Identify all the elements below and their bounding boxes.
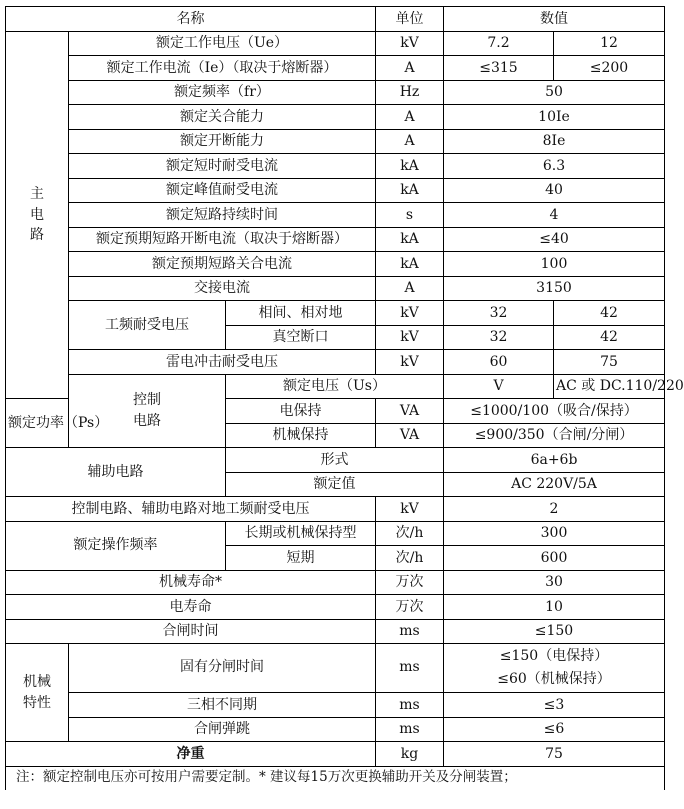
header-value: 数值 xyxy=(444,7,665,32)
param-unit: kA xyxy=(376,154,444,179)
row-peak-current xyxy=(6,178,665,203)
section-mechanical xyxy=(6,644,69,742)
row-rated-voltage xyxy=(6,31,665,56)
param-unit: ms xyxy=(376,693,444,718)
param-unit: VA xyxy=(376,399,444,424)
param-subname: 相间、相对地 xyxy=(226,301,376,326)
row-weight xyxy=(6,742,665,767)
row-opening-time xyxy=(6,644,665,693)
param-value: ≤150 xyxy=(444,619,665,644)
param-value-1: 32 xyxy=(444,301,554,326)
param-subname: 真空断口 xyxy=(226,325,376,350)
param-value: 100 xyxy=(444,252,665,277)
param-value: ≤6 xyxy=(444,717,665,742)
main-circuit-char-2: 电 xyxy=(30,206,44,223)
param-name: 额定预期短路关合电流 xyxy=(69,252,376,277)
param-subname: 电保持 xyxy=(226,399,376,424)
param-name: 额定峰值耐受电流 xyxy=(69,178,376,203)
param-unit: kA xyxy=(376,252,444,277)
param-unit: kV xyxy=(376,31,444,56)
param-name: 固有分闸时间 xyxy=(69,644,376,693)
param-value-1: 60 xyxy=(444,350,554,375)
param-value: ≤1000/100（吸合/保持） xyxy=(444,399,665,424)
param-name: 工频耐受电压 xyxy=(69,301,226,350)
param-value: ≤900/350（合闸/分闸） xyxy=(444,423,665,448)
param-unit: 次/h xyxy=(376,521,444,546)
param-name: 额定频率（fr） xyxy=(69,80,376,105)
param-value xyxy=(444,644,665,693)
param-name: 控制电路、辅助电路对地工频耐受电压 xyxy=(6,497,376,522)
row-aux-form xyxy=(6,448,665,473)
param-unit: kV xyxy=(376,325,444,350)
param-value: 30 xyxy=(444,570,665,595)
param-subname: 额定值 xyxy=(226,472,444,497)
param-name: 额定功率（Ps） xyxy=(6,399,69,448)
mechanical-label-2: 特性 xyxy=(23,694,51,711)
param-name: 合闸弹跳 xyxy=(69,717,376,742)
row-prospective-breaking xyxy=(6,227,665,252)
param-value-2: 42 xyxy=(554,301,665,326)
row-power-freq-phase xyxy=(6,301,665,326)
param-value-2: 42 xyxy=(554,325,665,350)
header-name: 名称 xyxy=(6,7,376,32)
row-rated-frequency xyxy=(6,80,665,105)
param-value-2: 75 xyxy=(554,350,665,375)
param-subname: 长期或机械保持型 xyxy=(226,521,376,546)
param-unit: Hz xyxy=(376,80,444,105)
note-row xyxy=(6,766,665,790)
param-unit: VA xyxy=(376,423,444,448)
row-electrical-life xyxy=(6,595,665,620)
param-value-1: 7.2 xyxy=(444,31,554,56)
section-aux-circuit: 辅助电路 xyxy=(6,448,226,497)
row-breaking-capacity xyxy=(6,129,665,154)
row-short-time-current xyxy=(6,154,665,179)
param-unit: kA xyxy=(376,178,444,203)
param-unit: kV xyxy=(376,350,444,375)
param-name: 电寿命 xyxy=(6,595,376,620)
param-value: AC 或 DC.110/220 xyxy=(554,374,665,399)
param-unit: kV xyxy=(376,301,444,326)
param-unit: A xyxy=(376,129,444,154)
row-closing-time xyxy=(6,619,665,644)
param-value-2: ≤200 xyxy=(554,56,665,81)
param-name: 额定操作频率 xyxy=(6,521,226,570)
param-value: 8Ie xyxy=(444,129,665,154)
section-control-circuit xyxy=(69,374,226,448)
param-unit: A xyxy=(376,105,444,130)
section-main-circuit xyxy=(6,31,69,399)
param-value-2: 12 xyxy=(554,31,665,56)
param-value: 75 xyxy=(444,742,665,767)
param-name: 额定关合能力 xyxy=(69,105,376,130)
param-name: 机械寿命* xyxy=(6,570,376,595)
param-value: 6a+6b xyxy=(444,448,665,473)
param-unit: 次/h xyxy=(376,546,444,571)
control-circuit-label-1: 控制 xyxy=(133,392,161,409)
param-name: 额定工作电流（Ie）（取决于熔断器） xyxy=(69,56,376,81)
param-value: 3150 xyxy=(444,276,665,301)
param-name: 合闸时间 xyxy=(6,619,376,644)
param-name: 雷电冲击耐受电压 xyxy=(69,350,376,375)
main-circuit-char-1: 主 xyxy=(30,186,44,203)
param-value: 2 xyxy=(444,497,665,522)
row-rated-current xyxy=(6,56,665,81)
param-value: 40 xyxy=(444,178,665,203)
row-lightning-impulse xyxy=(6,350,665,375)
param-name: 额定工作电压（Ue） xyxy=(69,31,376,56)
spec-table xyxy=(5,6,684,790)
note-text: 注：额定控制电压亦可按用户需要定制。* 建议每15万次更换辅助开关及分闸装置； xyxy=(6,766,665,790)
param-unit: ms xyxy=(376,619,444,644)
param-value: 10Ie xyxy=(444,105,665,130)
param-name: 额定预期短路开断电流（取决于熔断器） xyxy=(69,227,376,252)
header-row xyxy=(6,7,665,32)
param-unit: ms xyxy=(376,717,444,742)
param-name: 额定短路持续时间 xyxy=(69,203,376,228)
param-unit: kg xyxy=(376,742,444,767)
param-name: 三相不同期 xyxy=(69,693,376,718)
param-unit: 万次 xyxy=(376,570,444,595)
param-subname: 短期 xyxy=(226,546,376,571)
row-prospective-making xyxy=(6,252,665,277)
row-control-voltage xyxy=(6,374,665,399)
row-bounce xyxy=(6,717,665,742)
row-short-circuit-duration xyxy=(6,203,665,228)
param-name: 交接电流 xyxy=(69,276,376,301)
opening-time-line-2: ≤60（机械保持） xyxy=(497,671,611,687)
param-unit: s xyxy=(376,203,444,228)
param-unit: A xyxy=(376,56,444,81)
param-name: 额定开断能力 xyxy=(69,129,376,154)
mechanical-label-1: 机械 xyxy=(23,674,51,691)
param-value: 10 xyxy=(444,595,665,620)
param-unit: ms xyxy=(376,644,444,693)
header-unit: 单位 xyxy=(376,7,444,32)
param-value: 300 xyxy=(444,521,665,546)
row-ground-withstand xyxy=(6,497,665,522)
param-value: AC 220V/5A xyxy=(444,472,665,497)
param-subname: 机械保持 xyxy=(226,423,376,448)
param-value-1: 32 xyxy=(444,325,554,350)
main-circuit-char-3: 路 xyxy=(30,226,44,243)
row-transfer-current xyxy=(6,276,665,301)
param-unit: kA xyxy=(376,227,444,252)
row-op-freq-long xyxy=(6,521,665,546)
row-mechanical-life xyxy=(6,570,665,595)
opening-time-line-1: ≤150（电保持） xyxy=(499,647,609,664)
param-unit: kV xyxy=(376,497,444,522)
control-circuit-label-2: 电路 xyxy=(133,412,161,429)
param-unit: 万次 xyxy=(376,595,444,620)
param-value: 600 xyxy=(444,546,665,571)
param-name: 额定短时耐受电流 xyxy=(69,154,376,179)
param-value-1: ≤315 xyxy=(444,56,554,81)
param-name: 净重 xyxy=(6,742,376,767)
param-value: 50 xyxy=(444,80,665,105)
param-value: ≤40 xyxy=(444,227,665,252)
param-subname: 形式 xyxy=(226,448,444,473)
param-name: 额定电压（Us） xyxy=(226,374,444,399)
row-asynchrony xyxy=(6,693,665,718)
param-value: 6.3 xyxy=(444,154,665,179)
param-value: 4 xyxy=(444,203,665,228)
param-unit: V xyxy=(444,374,554,399)
param-value: ≤3 xyxy=(444,693,665,718)
param-unit: A xyxy=(376,276,444,301)
row-making-capacity xyxy=(6,105,665,130)
